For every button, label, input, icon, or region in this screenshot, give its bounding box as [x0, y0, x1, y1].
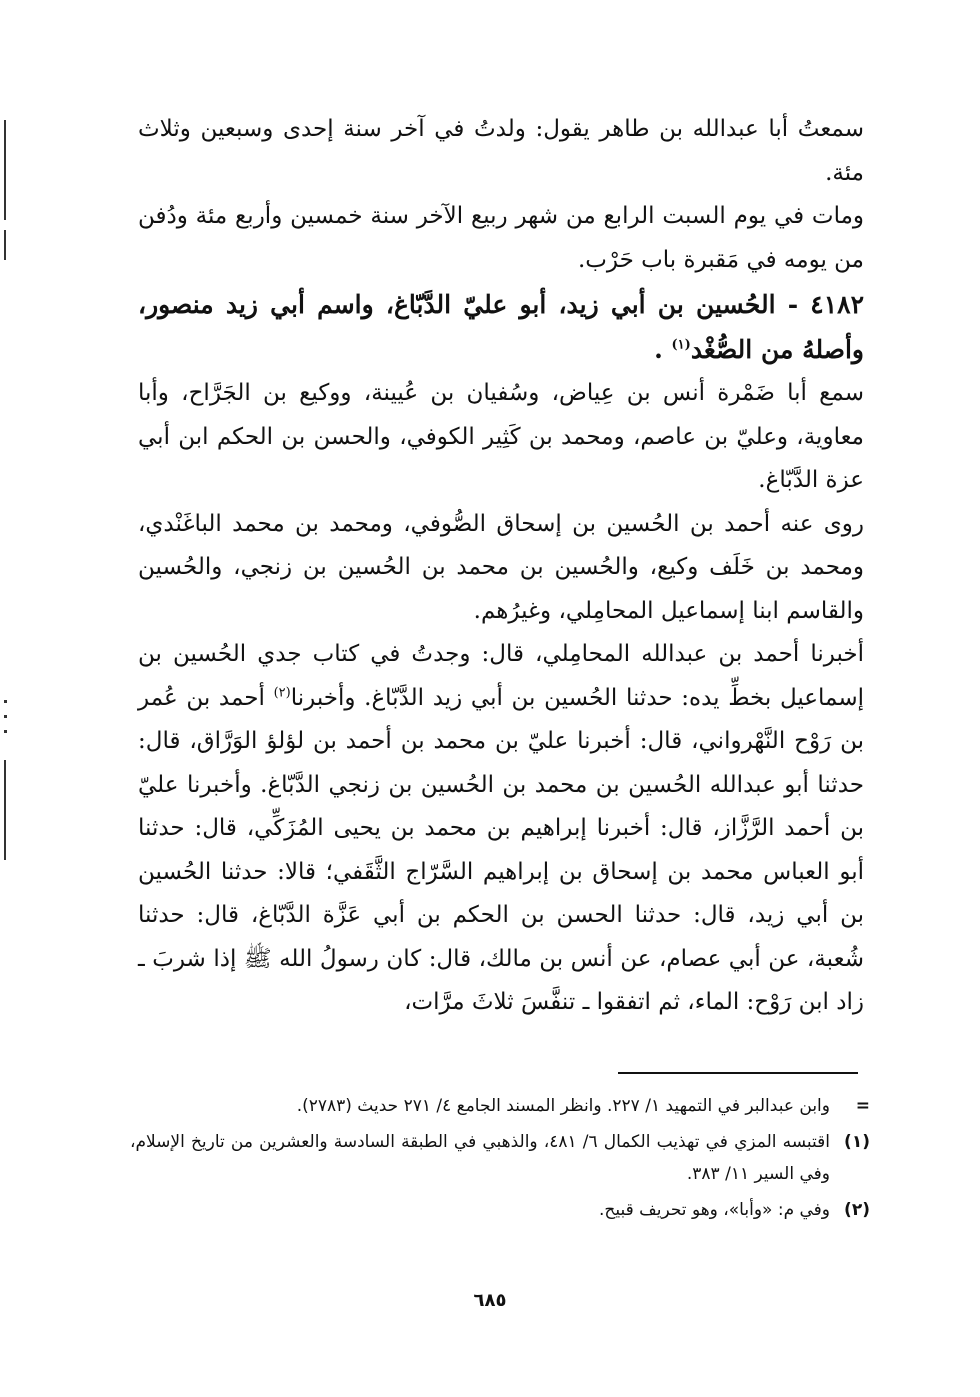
margin-mark	[4, 760, 6, 860]
footnote	[130, 1090, 870, 1122]
footnote	[130, 1126, 870, 1190]
paragraph: روى عنه أحمد بن الحُسين بن إسحاق الصُّوفي، ومحمد بن محمد الباغَنْدي، ومحمد بن خَلَف وكيع، والحُسين بن محمد بن الحُسين بن زنجي، والحُسين والقاسم ابنا إسماعيل المحامِلي، وغيرُهم.	[138, 510, 864, 624]
footnote-mark: (٢)	[844, 1200, 870, 1220]
footnote-text: وفي م: «وأبا»، وهو تحريف قبيح.	[598, 1200, 830, 1220]
margin-mark	[4, 120, 6, 220]
entry-title: ٤١٨٢ - الحُسين بن أبي زيد، أبو عليّ الدَّبّاغ، واسم أبي زيد منصور، وأصلهُ من الصُّغْد	[138, 290, 864, 364]
footnote-ref: (٢)	[273, 684, 291, 700]
paragraph: سمعتُ أبا عبدالله بن طاهر يقول: ولدتُ في آخر سنة إحدى وسبعين وثلاث مئة.	[138, 116, 864, 186]
isnad-part: أخبرنا أحمد بن عبدالله المحامِلي، قال: وجدتُ في كتاب جدي الحُسين بن إسماعيل بخطِّ يده: حدثنا الحُسين بن أبي زيد الدَّبّاغ. وأخبرنا	[138, 641, 864, 711]
page-number: ٦٨٥	[473, 1290, 507, 1311]
margin-dot	[4, 730, 7, 733]
footnote-text: اقتبسه المزي في تهذيب الكمال ٦/ ٤٨١، والذهبي في الطبقة السادسة والعشرين من تاريخ الإسلام، وفي السير ١١/ ٣٨٣.	[130, 1132, 831, 1184]
margin-dot	[4, 700, 7, 703]
entry-heading	[138, 282, 864, 372]
footnote-ref: (١)	[671, 337, 691, 353]
isnad-part: أحمد بن عُمر بن رَوْح النَّهْرواني، قال: أخبرنا عليّ بن محمد بن أحمد بن لؤلؤ الوَرَّاق، قال: حدثنا أبو عبدالله الحُسين بن محمد بن الحُسين بن زنجي الدَّبّاغ. وأخبرنا عليّ بن أحمد الرَّزَّاز، قال: أخبرنا إبراهيم بن محمد بن يحيى المُزَكِّي، قال: حدثنا أبو العباس محمد بن إسحاق بن إبراهيم السَّرّاج الثَّقَفي؛ قالا: حدثنا الحُسين بن أبي زيد، قال: حدثنا الحسن بن الحكم بن أبي عَزَّة الدَّبّاغ، قال: حدثنا شُعبة، عن أبي عصام، عن أنس بن مالك، قال: كان رسولُ الله ﷺ إذا شربَ ـ زاد ابن رَوْح: الماء، ثم اتفقوا ـ تنفَّسَ ثلاثَ مرَّات،	[138, 684, 864, 1015]
isnad-paragraph	[138, 633, 864, 1025]
footnotes	[130, 1090, 870, 1230]
entry-title-end: .	[654, 335, 663, 364]
footnote-mark: =	[855, 1096, 870, 1116]
footnote-mark: (١)	[844, 1132, 870, 1152]
footnote	[130, 1194, 870, 1226]
footnote-separator	[618, 1072, 858, 1074]
paragraph: ومات في يوم السبت الرابع من شهر ربيع الآخر سنة خمسين وأربع مئة ودُفن من يومه في مَقبرة باب حَرْب.	[138, 203, 864, 273]
paragraph: سمع أبا ضَمْرة أنس بن عِياض، وسُفيان بن عُيينة، ووكيع بن الجَرَّاح، وأبا معاوية، وعليّ بن عاصم، ومحمد بن كَثِير الكوفي، والحسن بن الحكم ابن أبي عزة الدَّبّاغ.	[138, 380, 864, 493]
margin-mark	[4, 230, 6, 260]
footnote-text: وابن عبدالبر في التمهيد ١/ ٢٢٧. وانظر المسند الجامع ٤/ ٢٧١ حديث (٢٧٨٣).	[296, 1096, 830, 1116]
margin-dot	[4, 715, 7, 718]
main-text	[138, 108, 864, 1025]
